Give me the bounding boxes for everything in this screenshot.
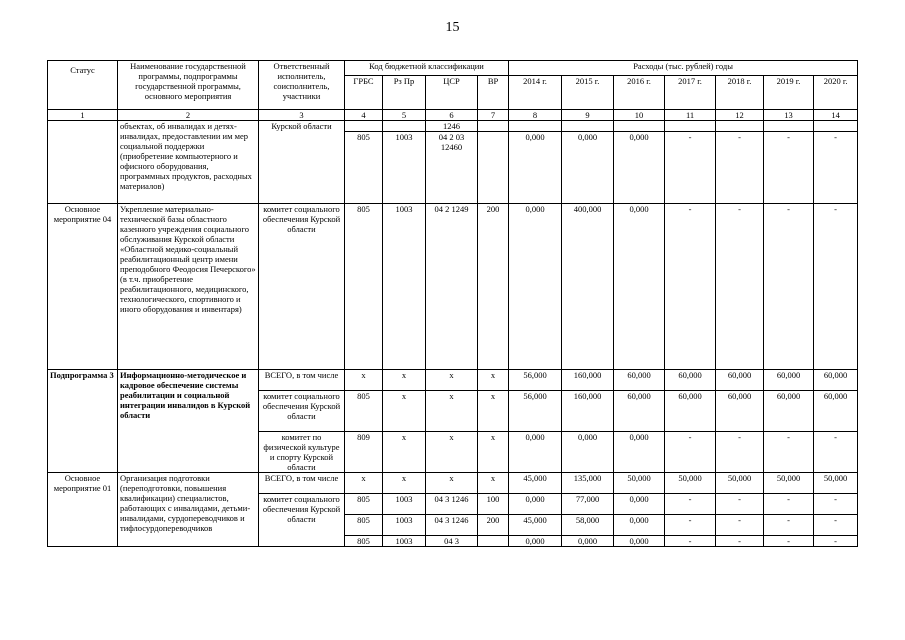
col-number: 6: [426, 110, 478, 121]
value-cell: -: [665, 515, 716, 536]
csr-cell: х: [426, 432, 478, 473]
value-cell: -: [764, 494, 814, 515]
responsible-cell: Курской области: [259, 121, 345, 204]
value-cell: 50,000: [665, 473, 716, 494]
value-cell: -: [764, 432, 814, 473]
grbs-cell: 805: [345, 494, 383, 515]
grbs-cell: 805: [345, 515, 383, 536]
header-year: 2019 г.: [764, 76, 814, 110]
csr-cell: х: [426, 370, 478, 391]
value-cell: -: [665, 204, 716, 370]
csr-cell: х: [426, 473, 478, 494]
value-cell: 0,000: [614, 432, 665, 473]
vr-cell: х: [478, 391, 509, 432]
value-cell: 60,000: [665, 370, 716, 391]
header-row-1: [48, 61, 858, 76]
col-number: 2: [118, 110, 259, 121]
vr-cell: 200: [478, 515, 509, 536]
value-cell: 0,000: [562, 536, 614, 547]
grbs-cell: х: [345, 370, 383, 391]
value-cell: 0,000: [614, 494, 665, 515]
vr-cell: х: [478, 432, 509, 473]
header-year: 2020 г.: [814, 76, 858, 110]
vr-cell: [478, 536, 509, 547]
measure-name: объектах, об инвалидах и детях-инвалидах, предоставлении им мер социальной поддержки (приобретение компьютерного и офисного оборудования, программных продуктов, расходных материалов): [118, 121, 259, 204]
value-cell: 135,000: [562, 473, 614, 494]
value-cell: 60,000: [764, 391, 814, 432]
value-cell: 50,000: [716, 473, 764, 494]
value-cell: 60,000: [814, 370, 858, 391]
status-cell: Подпрограмма 3: [48, 370, 118, 473]
header-csr: ЦСР: [426, 76, 478, 110]
header-name: Наименование государственной программы, подпрограммы государственной программы, основного мероприятия: [118, 61, 259, 110]
value-cell: -: [764, 132, 814, 204]
header-expenses: Расходы (тыс. рублей) годы: [509, 61, 858, 76]
value-cell: 60,000: [814, 391, 858, 432]
value-cell: 50,000: [764, 473, 814, 494]
value-cell: 0,000: [614, 204, 665, 370]
vr-cell: х: [478, 473, 509, 494]
grbs-cell: 805: [345, 204, 383, 370]
col-number: 7: [478, 110, 509, 121]
header-year: 2016 г.: [614, 76, 665, 110]
measure-name: Укрепление материально-технической базы областного казенного учреждения социального обслуживания Курской области «Областной медико-социальный реабилитационный центр имени преподобного Феодосия Печерского» (в т.ч. приобретение реабилитационного, медицинского, технологического, спортивного и иного оборудования и инвентаря): [118, 204, 259, 370]
table-row: [48, 204, 858, 370]
column-number-row: [48, 110, 858, 121]
value-cell: 0,000: [614, 515, 665, 536]
col-number: 11: [665, 110, 716, 121]
value-cell: 0,000: [614, 536, 665, 547]
responsible-cell: ВСЕГО, в том числе: [259, 473, 345, 494]
header-rzpr: Рз Пр: [383, 76, 426, 110]
status-cell: Основное мероприятие 01: [48, 473, 118, 547]
csr-cell: 04 3 1246: [426, 515, 478, 536]
value-cell: 0,000: [509, 494, 562, 515]
value-cell: 60,000: [614, 391, 665, 432]
col-number: 14: [814, 110, 858, 121]
vr-cell: [478, 132, 509, 204]
col-number: 3: [259, 110, 345, 121]
value-cell: 0,000: [509, 536, 562, 547]
value-cell: 0,000: [562, 132, 614, 204]
value-cell: -: [814, 515, 858, 536]
header-year: 2015 г.: [562, 76, 614, 110]
value-cell: -: [716, 204, 764, 370]
value-cell: -: [665, 432, 716, 473]
value-cell: -: [814, 536, 858, 547]
csr-cell: 04 2 1249: [426, 204, 478, 370]
rzpr-cell: х: [383, 473, 426, 494]
header-responsible: Ответственный исполнитель, соисполнитель, участники: [259, 61, 345, 110]
grbs-cell: 809: [345, 432, 383, 473]
value-cell: 56,000: [509, 370, 562, 391]
vr-cell: х: [478, 370, 509, 391]
value-cell: 77,000: [562, 494, 614, 515]
vr-cell: 100: [478, 494, 509, 515]
col-number: 13: [764, 110, 814, 121]
csr-cell: 04 3 1246: [426, 494, 478, 515]
header-vr: ВР: [478, 76, 509, 110]
header-year: 2017 г.: [665, 76, 716, 110]
value-cell: -: [665, 132, 716, 204]
value-cell: -: [814, 132, 858, 204]
value-cell: 400,000: [562, 204, 614, 370]
value-cell: 58,000: [562, 515, 614, 536]
value-cell: 45,000: [509, 473, 562, 494]
value-cell: 0,000: [562, 432, 614, 473]
header-grbs: ГРБС: [345, 76, 383, 110]
responsible-cell: комитет социального обеспечения Курской области: [259, 494, 345, 547]
rzpr-cell: 1003: [383, 204, 426, 370]
value-cell: -: [665, 536, 716, 547]
rzpr-cell: 1003: [383, 536, 426, 547]
value-cell: -: [716, 494, 764, 515]
value-cell: 160,000: [562, 370, 614, 391]
grbs-cell: 805: [345, 536, 383, 547]
col-number: 4: [345, 110, 383, 121]
status-cell: [48, 121, 118, 204]
responsible-cell: комитет по физической культуре и спорту Курской области: [259, 432, 345, 473]
value-cell: 60,000: [614, 370, 665, 391]
value-cell: -: [665, 494, 716, 515]
rzpr-cell: 1003: [383, 515, 426, 536]
value-cell: 56,000: [509, 391, 562, 432]
subprogram-name: Информационно-методическое и кадровое обеспечение системы реабилитации и социальной интеграции инвалидов в Курской области: [118, 370, 259, 473]
header-year: 2018 г.: [716, 76, 764, 110]
value-cell: 0,000: [509, 432, 562, 473]
col-number: 1: [48, 110, 118, 121]
grbs-cell: 805: [345, 391, 383, 432]
header-year: 2014 г.: [509, 76, 562, 110]
measure-name: Организация подготовки (переподготовки, повышения квалификации) специалистов, работающих с инвалидами, детьми-инвалидами, сурдопереводчиков и тифлосурдопереводчиков: [118, 473, 259, 547]
col-number: 10: [614, 110, 665, 121]
value-cell: -: [814, 432, 858, 473]
page-number: 15: [445, 20, 460, 35]
budget-table: [47, 60, 858, 547]
csr-cell: 04 3: [426, 536, 478, 547]
value-cell: -: [716, 432, 764, 473]
value-cell: -: [716, 515, 764, 536]
csr-cell: 1246: [426, 121, 478, 132]
value-cell: -: [764, 515, 814, 536]
status-cell: Основное мероприятие 04: [48, 204, 118, 370]
value-cell: 0,000: [509, 132, 562, 204]
grbs-cell: 805: [345, 132, 383, 204]
responsible-cell: комитет социального обеспечения Курской области: [259, 204, 345, 370]
value-cell: 50,000: [614, 473, 665, 494]
rzpr-cell: х: [383, 432, 426, 473]
table-row: [48, 473, 858, 494]
value-cell: 60,000: [716, 391, 764, 432]
col-number: 9: [562, 110, 614, 121]
value-cell: 0,000: [614, 132, 665, 204]
header-status: Статус: [48, 61, 118, 110]
responsible-cell: комитет социального обеспечения Курской области: [259, 391, 345, 432]
value-cell: -: [716, 536, 764, 547]
table-row: [48, 121, 858, 132]
table-row: [48, 370, 858, 391]
responsible-cell: ВСЕГО, в том числе: [259, 370, 345, 391]
rzpr-cell: х: [383, 391, 426, 432]
value-cell: -: [764, 204, 814, 370]
value-cell: 45,000: [509, 515, 562, 536]
vr-cell: 200: [478, 204, 509, 370]
value-cell: 50,000: [814, 473, 858, 494]
value-cell: -: [764, 536, 814, 547]
value-cell: 160,000: [562, 391, 614, 432]
value-cell: 60,000: [764, 370, 814, 391]
value-cell: -: [716, 132, 764, 204]
csr-cell: 04 2 03 12460: [426, 132, 478, 204]
grbs-cell: х: [345, 473, 383, 494]
rzpr-cell: 1003: [383, 494, 426, 515]
col-number: 8: [509, 110, 562, 121]
value-cell: -: [814, 494, 858, 515]
value-cell: 0,000: [509, 204, 562, 370]
rzpr-cell: 1003: [383, 132, 426, 204]
csr-cell: х: [426, 391, 478, 432]
value-cell: 60,000: [716, 370, 764, 391]
value-cell: 60,000: [665, 391, 716, 432]
value-cell: -: [814, 204, 858, 370]
header-budget-code: Код бюджетной классификации: [345, 61, 509, 76]
col-number: 5: [383, 110, 426, 121]
col-number: 12: [716, 110, 764, 121]
rzpr-cell: х: [383, 370, 426, 391]
